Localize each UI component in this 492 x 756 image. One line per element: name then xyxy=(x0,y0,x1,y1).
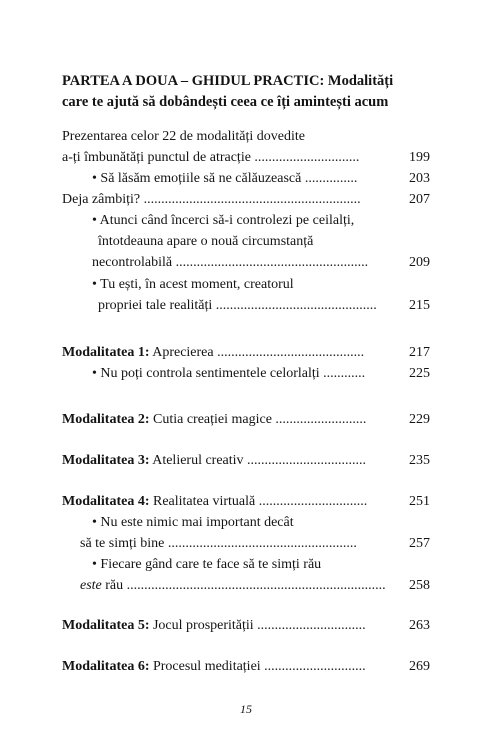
toc-line: • Fiecare gând care te face să te simți rău xyxy=(92,557,322,572)
toc-page-number: 269 xyxy=(409,659,430,674)
toc-page-number: 251 xyxy=(409,494,430,509)
toc-entry-label: Modalitatea 1: xyxy=(62,345,150,360)
toc-entry-label: Modalitatea 5: xyxy=(62,618,150,633)
toc-line: Deja zâmbiți? .............................................................. xyxy=(62,192,361,207)
toc-entry-label: Modalitatea 3: xyxy=(62,453,150,468)
toc-entry-modalitatea-5 xyxy=(62,616,366,636)
toc-page-number: 229 xyxy=(409,412,430,427)
toc-entry-modalitatea-2 xyxy=(62,410,366,430)
toc-entry-title: Atelierul creativ .................................. xyxy=(149,453,367,468)
toc-page-number: 217 xyxy=(409,345,430,360)
toc-entry-modalitatea-1 xyxy=(62,343,364,363)
toc-entry-label: Modalitatea 2: xyxy=(62,412,150,427)
toc-line: Prezentarea celor 22 de modalități dovedite xyxy=(62,129,305,144)
toc-entry-modalitatea-6 xyxy=(62,657,366,677)
toc-page-number: 225 xyxy=(409,366,430,381)
toc-entry-title: Aprecierea .......................................... xyxy=(149,345,365,360)
toc-page-number: 235 xyxy=(409,453,430,468)
toc-page-number: 203 xyxy=(409,171,430,186)
toc-entry-modalitatea-4 xyxy=(62,492,367,512)
toc-page-number: 263 xyxy=(409,618,430,633)
toc-line: întotdeauna apare o nouă circumstanță xyxy=(98,234,314,249)
toc-page-number: 257 xyxy=(409,536,430,551)
toc-line: • Nu este nimic mai important decât xyxy=(92,515,294,530)
toc-line: necontrolabilă ....................................................... xyxy=(92,255,369,270)
toc-entry-title: Cutia creației magice .......................... xyxy=(149,412,367,427)
toc-entry-title: Procesul meditației ............................. xyxy=(149,659,366,674)
toc-page-number: 199 xyxy=(409,150,430,165)
toc-line: • Atunci când încerci să-i controlezi pe ceilalți, xyxy=(92,213,355,228)
toc-page-number: 215 xyxy=(409,298,430,313)
toc-line: propriei tale realități .............................................. xyxy=(98,298,377,313)
toc-entry-title: Realitatea virtuală ............................... xyxy=(149,494,368,509)
toc-entry-label: Modalitatea 4: xyxy=(62,494,150,509)
toc-line: • Tu ești, în acest moment, creatorul xyxy=(92,277,294,292)
toc-line xyxy=(80,576,386,596)
heading-line-1: PARTEA A DOUA – GHIDUL PRACTIC: Modalități xyxy=(62,73,394,89)
toc-page-number: 207 xyxy=(409,192,430,207)
toc-entry-title: Jocul prosperității ............................... xyxy=(149,618,366,633)
toc-entry-label: Modalitatea 6: xyxy=(62,659,150,674)
toc-entry-modalitatea-3 xyxy=(62,451,366,471)
toc-line: să te simți bine ...................................................... xyxy=(80,536,357,551)
toc-italic-word: este xyxy=(80,578,102,593)
toc-page-number: 258 xyxy=(409,578,430,593)
toc-line-text: rău .......................................................................... xyxy=(101,578,386,593)
toc-line: • Nu poți controla sentimentele celorlalți ............ xyxy=(92,366,366,381)
page-number: 15 xyxy=(240,702,252,716)
heading-line-2: care te ajută să dobândești ceea ce îți amintești acum xyxy=(62,94,389,110)
toc-line: • Să lăsăm emoțiile să ne călăuzească ............... xyxy=(92,171,358,186)
toc-line: a-ți îmbunătăți punctul de atracție .............................. xyxy=(62,150,360,165)
section-heading xyxy=(62,71,432,113)
toc-page-number: 209 xyxy=(409,255,430,270)
